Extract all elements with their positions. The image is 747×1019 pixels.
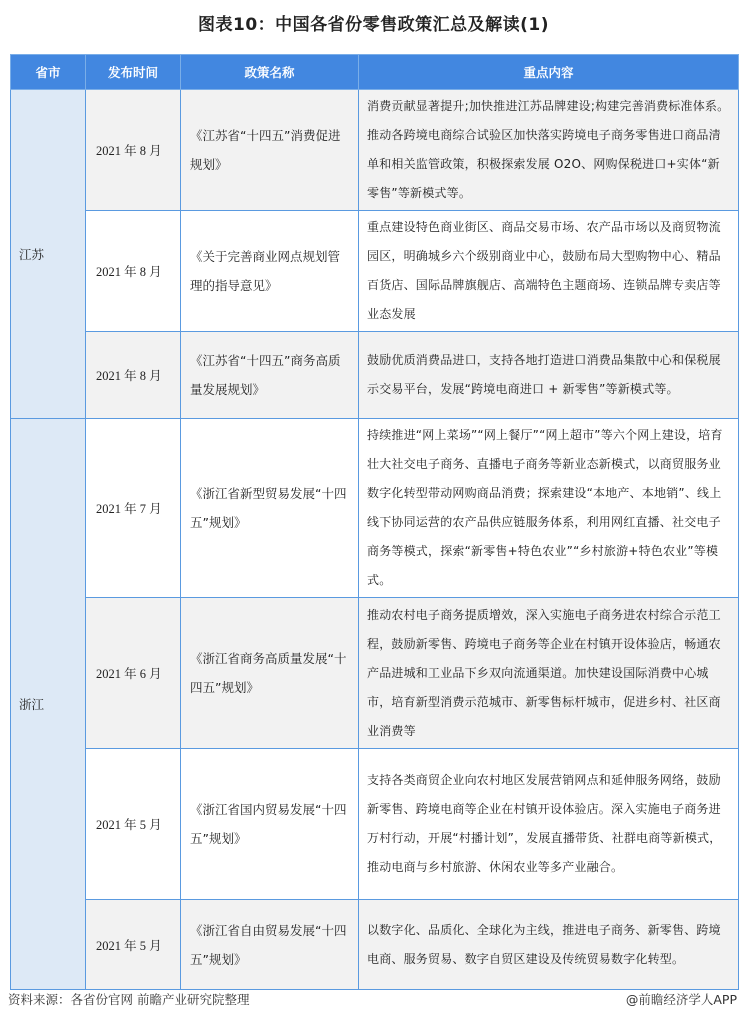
policy-name-cell: 《浙江省商务高质量发展“十四五”规划》 <box>181 598 359 749</box>
header-province: 省市 <box>11 55 86 90</box>
content-cell: 持续推进“网上菜场”“网上餐厅”“网上超市”等六个网上建设，培育壮大社交电子商务、直播电子商务等新业态新模式，以商贸服务业数字化转型带动网购商品消费；探索建设“本地产、本地销”、线上线下协同运营的农产品供应链服务体系，利用网红直播、社交电子商务等模式，探索“新零售+特色农业”“乡村旅游+特色农业”等模式。 <box>359 419 739 598</box>
table-row <box>11 598 739 749</box>
date-cell: 2021 年 8 月 <box>86 211 181 332</box>
table-row <box>11 90 739 211</box>
table-row <box>11 332 739 419</box>
page-title: 图表10：中国各省份零售政策汇总及解读(1) <box>197 15 550 35</box>
table-header-row <box>11 55 739 90</box>
date-cell: 2021 年 8 月 <box>86 90 181 211</box>
source-note: 资料来源：各省份官网 前瞻产业研究院整理 <box>8 992 250 1007</box>
header-key-content: 重点内容 <box>359 55 739 90</box>
date-cell: 2021 年 6 月 <box>86 598 181 749</box>
table-row <box>11 900 739 990</box>
policy-name-cell: 《关于完善商业网点规划管理的指导意见》 <box>181 211 359 332</box>
province-cell: 江苏 <box>11 90 86 419</box>
policy-name-cell: 《浙江省新型贸易发展“十四五”规划》 <box>181 419 359 598</box>
table-row <box>11 211 739 332</box>
content-cell: 重点建设特色商业街区、商品交易市场、农产品市场以及商贸物流园区，明确城乡六个级别商业中心，鼓励布局大型购物中心、精品百货店、国际品牌旗舰店、高端特色主题商场、连锁品牌专卖店等业态发展 <box>359 211 739 332</box>
credit-label: @前瞻经济学人APP <box>625 992 737 1007</box>
date-cell: 2021 年 5 月 <box>86 749 181 900</box>
content-cell: 以数字化、品质化、全球化为主线，推进电子商务、新零售、跨境电商、服务贸易、数字自贸区建设及传统贸易数字化转型。 <box>359 900 739 990</box>
policy-name-cell: 《江苏省“十四五”消费促进规划》 <box>181 90 359 211</box>
policy-table <box>10 54 739 990</box>
date-cell: 2021 年 5 月 <box>86 900 181 990</box>
date-cell: 2021 年 7 月 <box>86 419 181 598</box>
content-cell: 推动农村电子商务提质增效，深入实施电子商务进农村综合示范工程，鼓励新零售、跨境电子商务等企业在村镇开设体验店，畅通农产品进城和工业品下乡双向流通渠道。加快建设国际消费中心城市，培育新型消费示范城市、新零售标杆城市，促进乡村、社区商业消费等 <box>359 598 739 749</box>
header-policy-name: 政策名称 <box>181 55 359 90</box>
policy-name-cell: 《浙江省国内贸易发展“十四五”规划》 <box>181 749 359 900</box>
date-cell: 2021 年 8 月 <box>86 332 181 419</box>
province-cell: 浙江 <box>11 419 86 990</box>
header-date: 发布时间 <box>86 55 181 90</box>
table-row <box>11 749 739 900</box>
content-cell: 支持各类商贸企业向农村地区发展营销网点和延伸服务网络，鼓励新零售、跨境电商等企业在村镇开设体验店。深入实施电子商务进万村行动，开展“村播计划”，发展直播带货、社群电商等新模式，推动电商与乡村旅游、休闲农业等多产业融合。 <box>359 749 739 900</box>
content-cell: 鼓励优质消费品进口，支持各地打造进口消费品集散中心和保税展示交易平台，发展“跨境电商进口 + 新零售”等新模式等。 <box>359 332 739 419</box>
content-cell: 消费贡献显著提升;加快推进江苏品牌建设;构建完善消费标准体系。推动各跨境电商综合试验区加快落实跨境电子商务零售进口商品清单和相关监管政策，积极探索发展 O2O、网购保税进口+实体“新零售”等新模式等。 <box>359 90 739 211</box>
table-row <box>11 419 739 598</box>
policy-name-cell: 《江苏省“十四五”商务高质量发展规划》 <box>181 332 359 419</box>
policy-name-cell: 《浙江省自由贸易发展“十四五”规划》 <box>181 900 359 990</box>
